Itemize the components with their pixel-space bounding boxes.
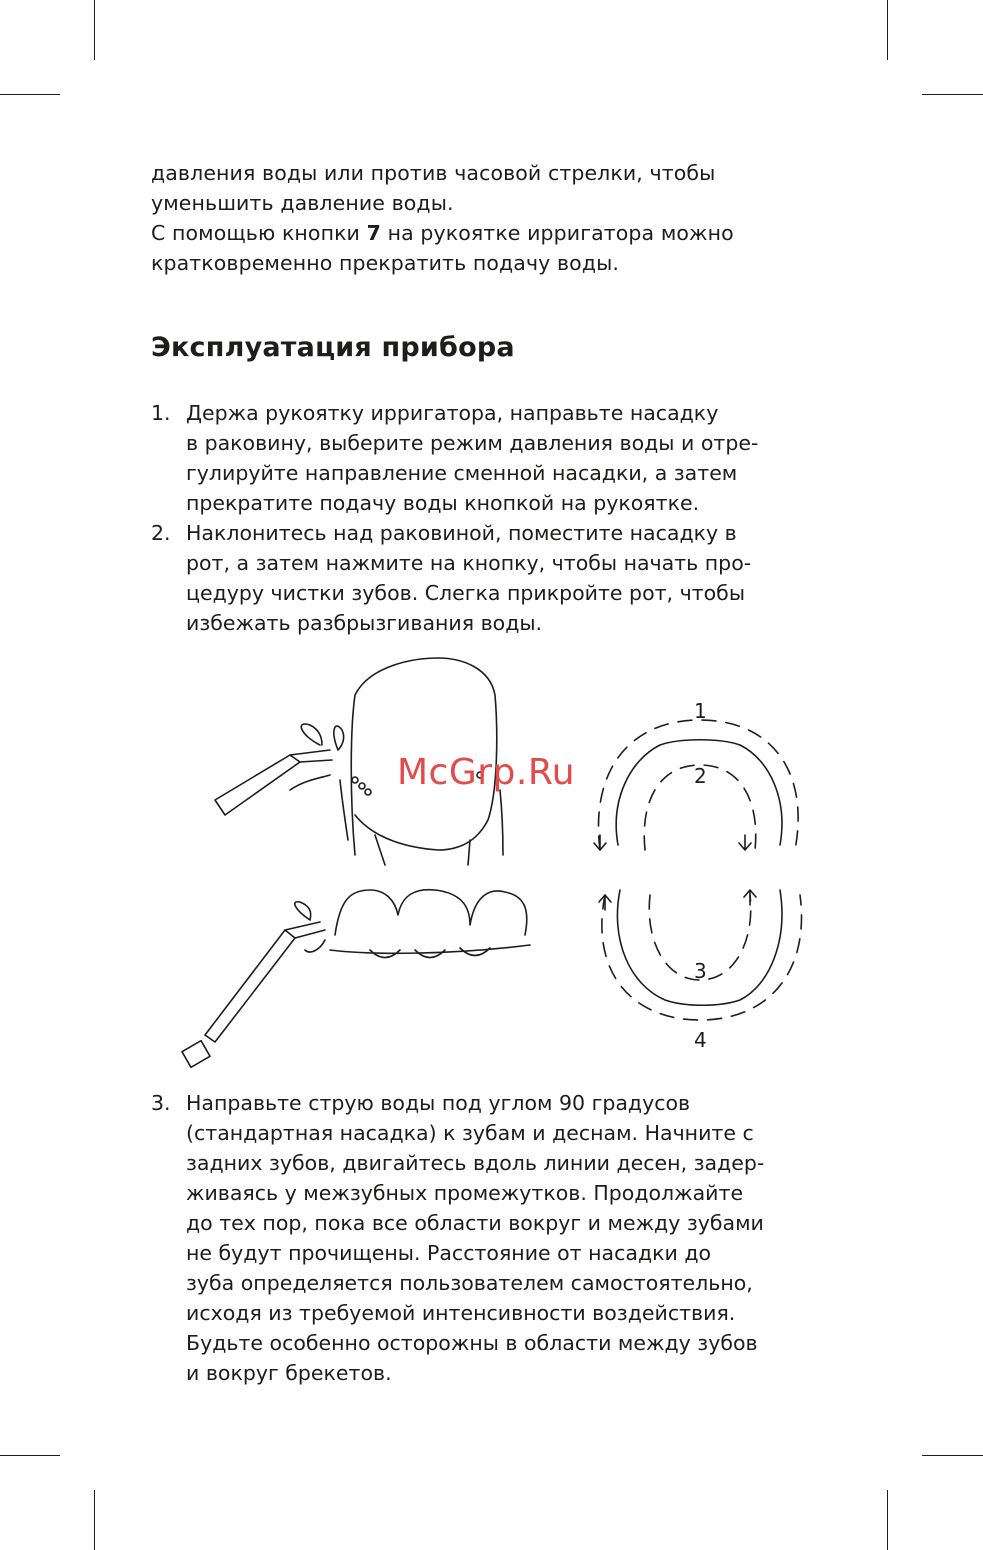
- intro-line: давления воды или против часовой стрелки, чтобы: [151, 161, 716, 185]
- arrow-up: [599, 895, 611, 910]
- crop-mark: [94, 1490, 95, 1550]
- steps-list: [151, 398, 871, 638]
- step-line: избежать разбрызгивания воды.: [186, 611, 543, 635]
- crop-mark: [922, 1455, 983, 1456]
- handle-base: [182, 1041, 210, 1068]
- usage-illustration: [170, 650, 850, 1080]
- teeth-row: [335, 890, 527, 935]
- list-item: [151, 398, 871, 518]
- steps-list: [151, 1088, 871, 1388]
- list-item: [151, 1088, 871, 1388]
- step-number: 1.: [151, 401, 171, 425]
- step-line: Будьте особенно осторожны в области между зубов: [186, 1331, 758, 1355]
- illustration-svg: [170, 650, 850, 1080]
- arrow-up: [744, 890, 756, 905]
- figure-label-1: 1: [694, 699, 707, 723]
- watermark-text: McGrp.Ru: [397, 752, 576, 793]
- water-drop: [334, 726, 344, 750]
- step-line: гулируйте направление сменной насадки, а затем: [186, 461, 738, 485]
- crop-mark: [887, 1490, 888, 1550]
- crop-mark: [0, 94, 60, 95]
- crop-mark: [887, 0, 888, 60]
- step-line: не будут прочищены. Расстояние от насадки до: [186, 1241, 712, 1265]
- step-number: 3.: [151, 1091, 171, 1115]
- step-line: Держа рукоятку ирригатора, направьте насадку: [186, 401, 719, 425]
- figure-label-3: 3: [694, 959, 707, 983]
- step-number: 2.: [151, 521, 171, 545]
- handle-top: [215, 755, 300, 815]
- water-drop: [305, 940, 325, 952]
- section-title: Эксплуатация прибора: [151, 332, 515, 363]
- intro-line: [151, 218, 851, 248]
- intro-line: кратковременно прекратить подачу воды.: [151, 251, 620, 275]
- intro-text: на рукоятке ирригатора можно: [380, 221, 734, 245]
- step-line: исходя из требуемой интенсивности воздействия.: [186, 1301, 736, 1325]
- figure-label-4: 4: [694, 1028, 707, 1052]
- step-line: зуба определяется пользователем самостоятельно,: [186, 1271, 753, 1295]
- crop-mark: [922, 94, 983, 95]
- step-line: в раковину, выберите режим давления воды и отре-: [186, 431, 759, 455]
- intro-text: С помощью кнопки: [151, 221, 367, 245]
- step-line: задних зубов, двигайтесь вдоль линии десен, задер-: [186, 1151, 765, 1175]
- arrow-down: [594, 835, 606, 850]
- step-line: (стандартная насадка) к зубам и деснам. Начните с: [186, 1121, 754, 1145]
- intro-paragraph: [151, 158, 851, 278]
- water-drop: [290, 775, 330, 790]
- upper-teeth: [616, 740, 782, 845]
- step-line: до тех пор, пока все области вокруг и между зубами: [186, 1211, 764, 1235]
- step-line: и вокруг брекетов.: [186, 1361, 392, 1385]
- arrow-down: [739, 835, 751, 850]
- step-line: прекратите подачу воды кнопкой на рукоятке.: [186, 491, 700, 515]
- button-number: 7: [366, 221, 381, 245]
- step-line: живаясь у межзубных промежутков. Продолжайте: [186, 1181, 744, 1205]
- figure-label-2: 2: [694, 764, 707, 788]
- gum-line: [330, 945, 530, 953]
- step-line: рот, а затем нажмите на кнопку, чтобы начать про-: [186, 551, 752, 575]
- lower-teeth: [617, 890, 781, 1005]
- crop-mark: [0, 1455, 60, 1456]
- water-drop: [295, 902, 311, 920]
- step-line: Наклонитесь над раковиной, поместите насадку в: [186, 521, 737, 545]
- lower-arch-outer: [602, 895, 802, 1020]
- step-line: Направьте струю воды под углом 90 градусов: [186, 1091, 691, 1115]
- list-item: [151, 518, 871, 638]
- water-drop: [301, 724, 322, 745]
- step-line: цедуру чистки зубов. Слегка прикройте рот, чтобы: [186, 581, 746, 605]
- handle-bottom: [205, 930, 295, 1042]
- intro-line: уменьшить давление воды.: [151, 191, 454, 215]
- crop-mark: [94, 0, 95, 60]
